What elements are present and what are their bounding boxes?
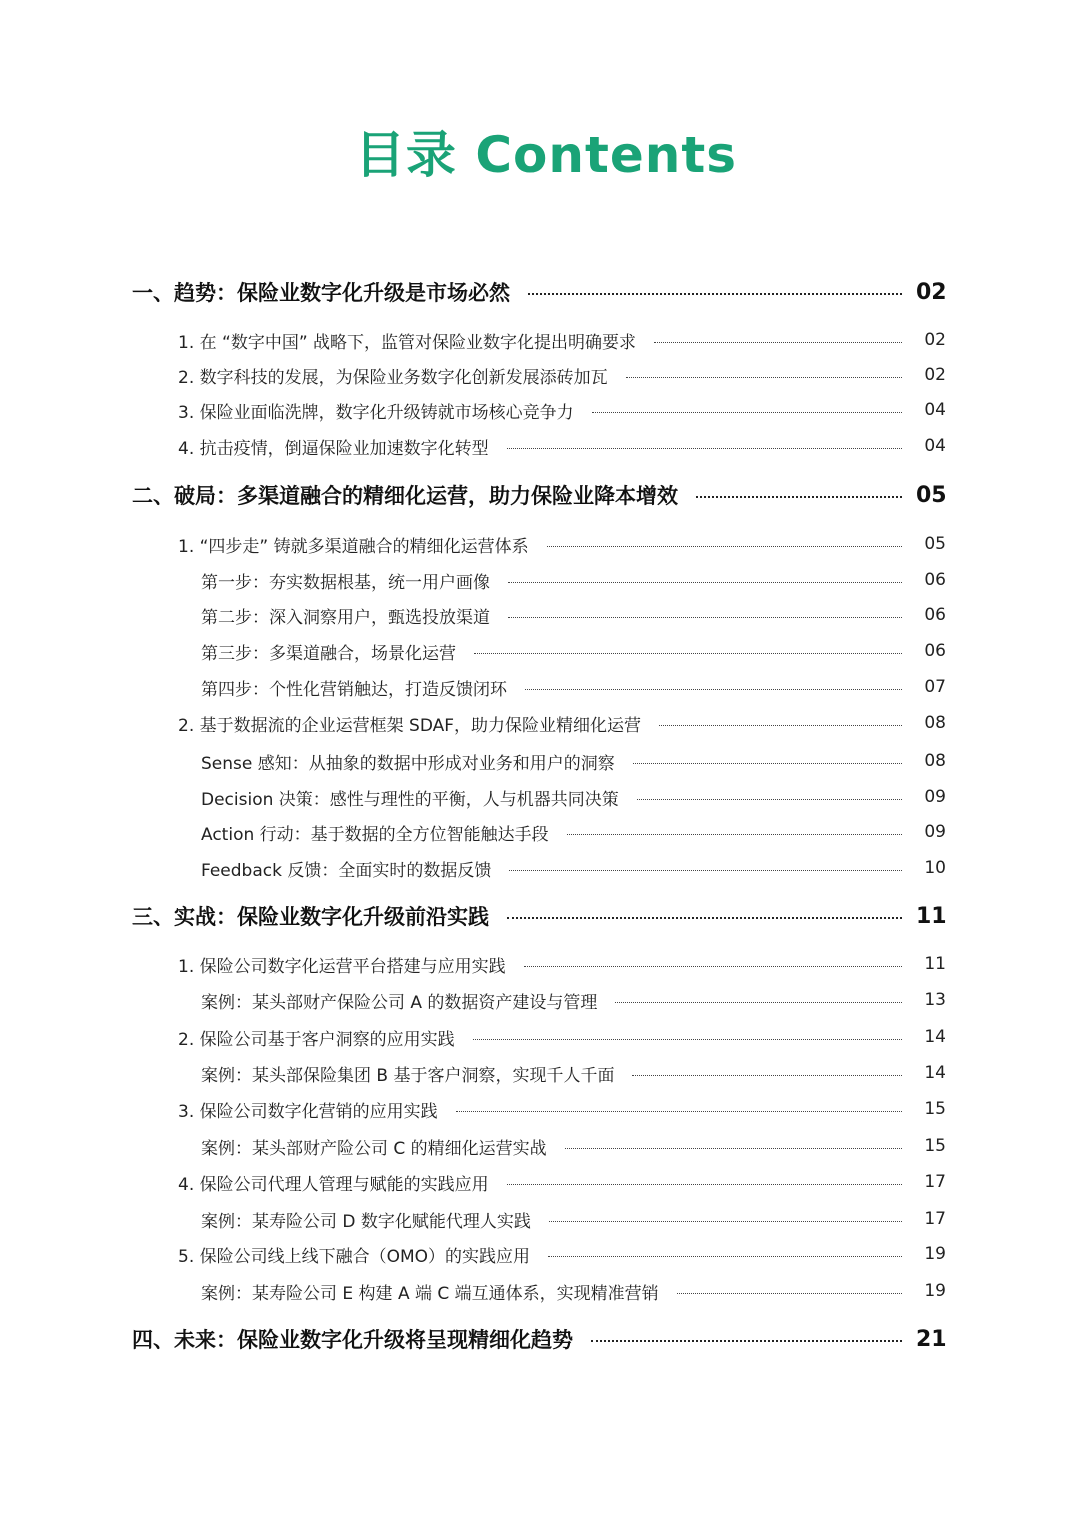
toc-label: 1. 在 “数字中国” 战略下，监管对保险业数字化提出明确要求 xyxy=(178,332,637,353)
toc-label: 3. 保险公司数字化营销的应用实践 xyxy=(178,1101,438,1122)
leader-dots xyxy=(567,834,902,835)
leader-dots xyxy=(525,689,902,690)
leader-dots xyxy=(507,1184,902,1185)
toc-label: 三、实战：保险业数字化升级前沿实践 xyxy=(132,905,489,929)
toc-page-number: 04 xyxy=(924,436,946,456)
toc-item[interactable] xyxy=(178,1236,946,1272)
leader-dots xyxy=(615,1002,902,1003)
toc-label: 第一步：夯实数据根基，统一用户画像 xyxy=(201,572,490,593)
toc-label: 二、破局：多渠道融合的精细化运营，助力保险业降本增效 xyxy=(132,484,678,508)
toc-item[interactable] xyxy=(178,392,946,428)
toc-item[interactable] xyxy=(178,526,946,562)
leader-dots xyxy=(591,1340,902,1342)
toc-item[interactable] xyxy=(178,946,946,982)
leader-dots xyxy=(549,1221,902,1222)
toc-label: 3. 保险业面临洗牌，数字化升级铸就市场核心竞争力 xyxy=(178,402,574,423)
toc-page-number: 06 xyxy=(924,570,946,590)
leader-dots xyxy=(473,1039,902,1040)
toc-item[interactable] xyxy=(178,1164,946,1200)
toc-page-number: 17 xyxy=(924,1209,946,1229)
toc-label: 第三步：多渠道融合，场景化运营 xyxy=(201,643,456,664)
leader-dots xyxy=(565,1148,902,1149)
toc-subitem[interactable] xyxy=(201,779,946,815)
toc-subitem[interactable] xyxy=(201,1055,946,1091)
leader-dots xyxy=(633,763,902,764)
toc-label: 案例：某头部财产险公司 C 的精细化运营实战 xyxy=(201,1138,547,1159)
toc-item[interactable] xyxy=(178,1019,946,1055)
toc-item[interactable] xyxy=(178,322,946,358)
toc-item[interactable] xyxy=(178,357,946,393)
toc-label: Feedback 反馈：全面实时的数据反馈 xyxy=(201,860,492,881)
toc-label: 1. 保险公司数字化运营平台搭建与应用实践 xyxy=(178,956,506,977)
toc-page-number: 11 xyxy=(924,954,946,974)
toc-page-number: 11 xyxy=(916,903,947,929)
leader-dots xyxy=(507,448,902,449)
toc-label: 第二步：深入洞察用户，甄选投放渠道 xyxy=(201,607,490,628)
page-title: 目录 Contents xyxy=(354,126,738,184)
leader-dots xyxy=(659,725,902,726)
toc-page-number: 17 xyxy=(924,1172,946,1192)
toc-label: 2. 保险公司基于客户洞察的应用实践 xyxy=(178,1029,455,1050)
leader-dots xyxy=(654,342,902,343)
toc-section-2[interactable] xyxy=(132,477,946,513)
toc-page-number: 09 xyxy=(924,822,946,842)
toc-page-number: 05 xyxy=(916,482,947,508)
leader-dots xyxy=(626,377,902,378)
toc-page-number: 15 xyxy=(924,1136,946,1156)
leader-dots xyxy=(474,653,902,654)
toc-page-number: 02 xyxy=(924,365,946,385)
toc-section-3[interactable] xyxy=(132,898,946,934)
toc-subitem[interactable] xyxy=(201,597,946,633)
toc-page-number: 09 xyxy=(924,787,946,807)
toc-section-4[interactable] xyxy=(132,1321,946,1357)
toc-subitem[interactable] xyxy=(201,982,946,1018)
leader-dots xyxy=(696,496,902,498)
toc-label: 四、未来：保险业数字化升级将呈现精细化趋势 xyxy=(132,1328,573,1352)
toc-page-number: 07 xyxy=(924,677,946,697)
toc-page-number: 02 xyxy=(916,279,947,305)
toc-page-number: 08 xyxy=(924,713,946,733)
toc-label: 案例：某寿险公司 E 构建 A 端 C 端互通体系，实现精准营销 xyxy=(201,1283,659,1304)
toc-page-number: 13 xyxy=(924,990,946,1010)
toc-label: 5. 保险公司线上线下融合（OMO）的实践应用 xyxy=(178,1246,531,1267)
toc-label: 案例：某头部财产保险公司 A 的数据资产建设与管理 xyxy=(201,992,598,1013)
toc-label: 4. 抗击疫情，倒逼保险业加速数字化转型 xyxy=(178,438,489,459)
toc-subitem[interactable] xyxy=(201,1128,946,1164)
toc-label: Action 行动：基于数据的全方位智能触达手段 xyxy=(201,824,549,845)
toc-label: 2. 基于数据流的企业运营框架 SDAF，助力保险业精细化运营 xyxy=(178,715,642,736)
leader-dots xyxy=(547,546,902,547)
toc-subitem[interactable] xyxy=(201,669,946,705)
toc-label: 第四步：个性化营销触达，打造反馈闭环 xyxy=(201,679,507,700)
toc-label: 案例：某寿险公司 D 数字化赋能代理人实践 xyxy=(201,1211,531,1232)
toc-item[interactable] xyxy=(178,428,946,464)
leader-dots xyxy=(548,1256,902,1257)
leader-dots xyxy=(524,966,902,967)
toc-label: Sense 感知：从抽象的数据中形成对业务和用户的洞察 xyxy=(201,753,615,774)
toc-page-number: 06 xyxy=(924,641,946,661)
leader-dots xyxy=(508,617,902,618)
toc-page-number: 21 xyxy=(916,1326,947,1352)
toc-subitem[interactable] xyxy=(201,562,946,598)
toc-label: 一、趋势：保险业数字化升级是市场必然 xyxy=(132,281,510,305)
toc-page-number: 05 xyxy=(924,534,946,554)
toc-label: 4. 保险公司代理人管理与赋能的实践应用 xyxy=(178,1174,489,1195)
toc-page-number: 10 xyxy=(924,858,946,878)
leader-dots xyxy=(592,412,902,413)
toc-page-number: 15 xyxy=(924,1099,946,1119)
leader-dots xyxy=(528,293,902,295)
toc-page-number: 14 xyxy=(924,1063,946,1083)
toc-page-number: 06 xyxy=(924,605,946,625)
toc-label: Decision 决策：感性与理性的平衡，人与机器共同决策 xyxy=(201,789,619,810)
leader-dots xyxy=(507,917,902,919)
leader-dots xyxy=(632,1075,902,1076)
toc-item[interactable] xyxy=(178,705,946,741)
toc-subitem[interactable] xyxy=(201,1201,946,1237)
toc-label: 1. “四步走” 铸就多渠道融合的精细化运营体系 xyxy=(178,536,529,557)
toc-page-number: 08 xyxy=(924,751,946,771)
leader-dots xyxy=(456,1111,902,1112)
toc-item[interactable] xyxy=(178,1091,946,1127)
toc-page-number: 19 xyxy=(924,1281,946,1301)
toc-label: 2. 数字科技的发展，为保险业务数字化创新发展添砖加瓦 xyxy=(178,367,608,388)
toc-page-number: 02 xyxy=(924,330,946,350)
leader-dots xyxy=(637,799,902,800)
leader-dots xyxy=(508,582,902,583)
toc-section-1[interactable] xyxy=(132,274,946,310)
toc-page-number: 04 xyxy=(924,400,946,420)
leader-dots xyxy=(509,870,902,871)
toc-page-number: 19 xyxy=(924,1244,946,1264)
toc-subitem[interactable] xyxy=(201,743,946,779)
toc-label: 案例：某头部保险集团 B 基于客户洞察，实现千人千面 xyxy=(201,1065,615,1086)
toc-subitem[interactable] xyxy=(201,814,946,850)
leader-dots xyxy=(677,1293,902,1294)
toc-page-number: 14 xyxy=(924,1027,946,1047)
toc-subitem[interactable] xyxy=(201,850,946,886)
toc-subitem[interactable] xyxy=(201,633,946,669)
toc-subitem[interactable] xyxy=(201,1273,946,1309)
